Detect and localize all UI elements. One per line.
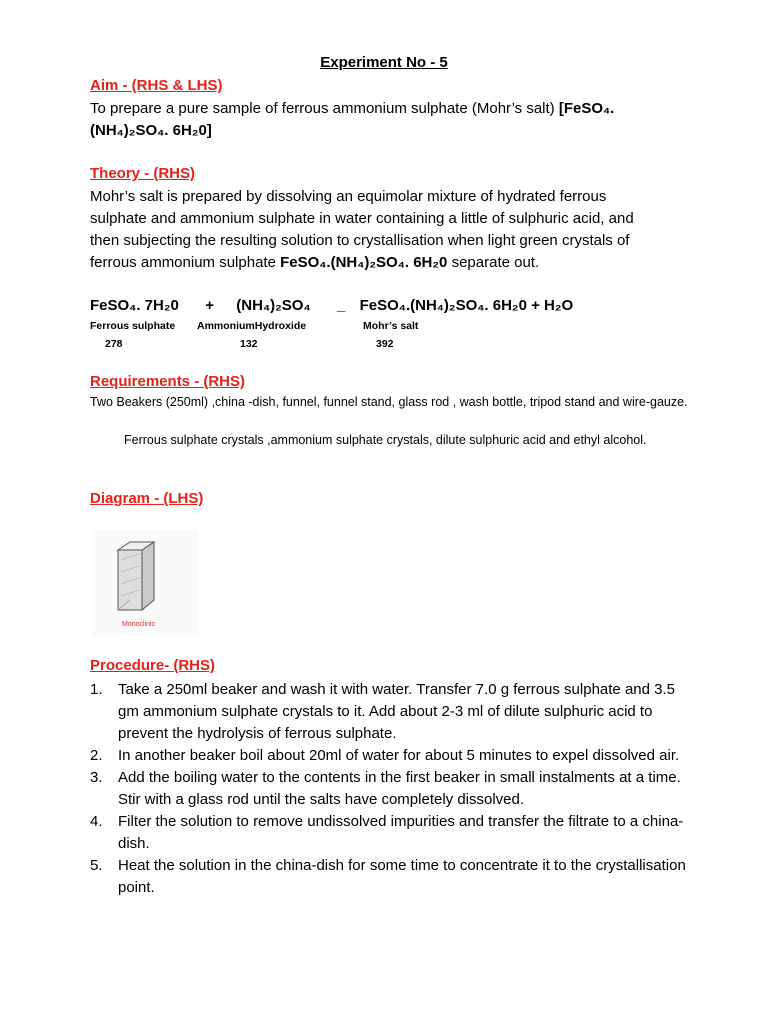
requirements-apparatus: Two Beakers (250ml) ,china -dish, funnel, funnel stand, glass rod , wash bottle, tripod stand and wire-gauze. — [90, 395, 688, 409]
label-mohrs-salt: Mohr’s salt — [363, 320, 419, 332]
step-text: In another beaker boil about 20ml of water for about 5 minutes to expel dissolved air. — [118, 747, 680, 764]
step-number: 4. — [90, 813, 103, 830]
procedure-step — [90, 811, 690, 855]
diagram-heading: Diagram - (LHS) — [90, 490, 204, 507]
procedure-heading: Procedure- (RHS) — [90, 657, 216, 674]
procedure-step — [90, 679, 690, 745]
step-text: Add the boiling water to the contents in the first beaker in small instalments at a time. Stir with a glass rod until the salts have completely dissolved. — [118, 769, 681, 808]
diagram-caption: Monoclinic — [122, 621, 156, 628]
monoclinic-crystal-diagram — [92, 530, 198, 636]
procedure-step — [90, 745, 690, 767]
theory-text-body: Mohr’s salt is prepared by dissolving an equimolar mixture of hydrated ferrous sulphate and ammonium sulphate in water containing a little of sulphuric acid, and then subjecting the resulting solution to crystallisation when light green crystals of ferrous ammonium sulphate — [90, 188, 634, 271]
step-number: 5. — [90, 857, 103, 874]
reaction-product: FeSO₄.(NH₄)₂SO₄. 6H₂0 + H₂O — [359, 297, 574, 314]
step-text: Heat the solution in the china-dish for some time to concentrate it to the crystallisation point. — [118, 857, 686, 896]
mass-ferrous-sulphate: 278 — [105, 338, 123, 350]
step-number: 3. — [90, 769, 103, 786]
procedure-step — [90, 767, 690, 811]
aim-text-body: To prepare a pure sample of ferrous ammonium sulphate (Mohr’s salt) — [90, 100, 559, 117]
monoclinic-crystal-icon — [92, 530, 198, 636]
plus-sign: + — [205, 297, 214, 314]
mass-mohrs-salt: 392 — [376, 338, 394, 350]
requirements-heading: Requirements - (RHS) — [90, 373, 246, 390]
theory-heading: Theory - (RHS) — [90, 165, 195, 182]
label-ferrous-sulphate: Ferrous sulphate — [90, 320, 176, 332]
step-text: Filter the solution to remove undissolved impurities and transfer the filtrate to a china-dish. — [118, 813, 684, 852]
reaction-arrow: _ — [336, 297, 346, 314]
step-number: 1. — [90, 681, 103, 698]
reactant-ammonium-sulphate: (NH₄)₂SO₄ — [236, 297, 311, 314]
theory-text — [90, 186, 650, 274]
label-ammonium-hydroxide: AmmoniumHydroxide — [197, 320, 307, 332]
procedure-step — [90, 855, 690, 899]
theory-formula: FeSO₄.(NH₄)₂SO₄. 6H₂0 — [280, 254, 448, 271]
reaction-equation — [90, 297, 573, 314]
aim-text — [90, 98, 670, 142]
mass-ammonium-hydroxide: 132 — [240, 338, 258, 350]
theory-text-end: separate out. — [447, 254, 540, 271]
page-title: Experiment No - 5 — [320, 54, 448, 71]
step-text: Take a 250ml beaker and wash it with water. Transfer 7.0 g ferrous sulphate and 3.5 gm ammonium sulphate crystals to it. Add about 2-3 ml of dilute sulphuric acid to prevent the hydrolysis of ferrous sulphate. — [118, 681, 675, 742]
reactant-ferrous-sulphate: FeSO₄. 7H₂0 — [90, 297, 179, 314]
aim-heading: Aim - (RHS & LHS) — [90, 77, 223, 94]
step-number: 2. — [90, 747, 103, 764]
procedure-steps — [90, 679, 690, 899]
requirements-chemicals: Ferrous sulphate crystals ,ammonium sulphate crystals, dilute sulphuric acid and ethyl alcohol. — [124, 433, 647, 447]
aim-formula: [FeSO₄.(NH₄)₂SO₄. 6H₂0] — [90, 100, 615, 139]
